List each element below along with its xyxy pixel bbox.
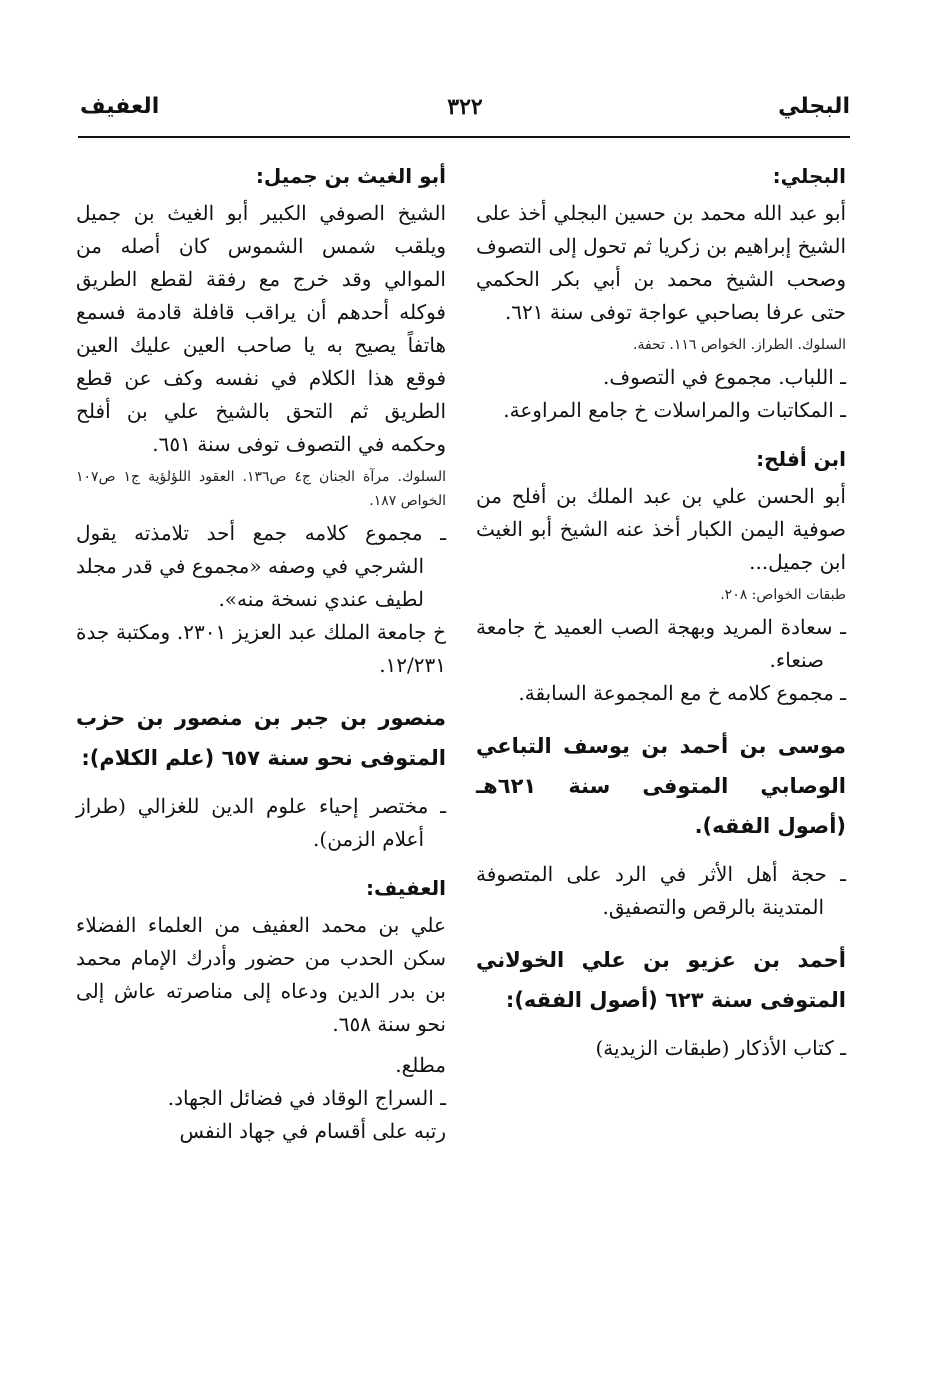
header-right-title: البجلي <box>778 94 850 119</box>
work-description: رتبه على أقسام في جهاد النفس <box>179 1119 446 1143</box>
left-column <box>76 160 446 1148</box>
entry-heading: أحمد بن عزيو بن علي الخولاني المتوفى سنة ٦٢٣ (أصول الفقه): <box>476 948 846 1012</box>
header-rule <box>78 136 850 138</box>
work-item: ـ مجموع كلامه جمع أحد تلامذته يقول الشرجي في وصفه «مجموع في قدر مجلد لطيف عندي نسخة منه». <box>76 521 446 611</box>
work-item: ـ مجموع كلامه خ مع المجموعة السابقة. <box>518 681 846 705</box>
entry-biography: أبو عبد الله محمد بن حسين البجلي أخذ على الشيخ إبراهيم بن زكريا ثم تحول إلى التصوف وصحب الشيخ محمد بن أبي بكر الحكمي حتى عرفا بصاحبي عواجة توفى سنة ٦٢١. <box>476 201 846 324</box>
running-header <box>80 88 850 128</box>
work-item: ـ سعادة المريد وبهجة الصب العميد خ جامعة صنعاء. <box>476 615 846 672</box>
work-item: ـ السراج الوقاد في فضائل الجهاد. <box>167 1086 446 1110</box>
entry-biography: الشيخ الصوفي الكبير أبو الغيث بن جميل ويلقب شمس الشموس كان أصله من الموالي وقد خرج مع رفقة لقطع الطريق فوكله أحدهم أن يراقب قافلة قادمة فسمع هاتفاً يصيح به يا صاحب العين عليك العين فوقع هذا الكلام في نفسه وكف عن قطع الطريق ثم التحق بالشيخ علي بن أفلح وحكمه في التصوف توفى سنة ٦٥١. <box>76 201 446 456</box>
manuscript-location: خ جامعة الملك عبد العزيز ٢٣٠١. ومكتبة جدة ١٢/٢٣١. <box>76 620 446 677</box>
entry-heading: ابن أفلح: <box>756 447 846 471</box>
entry-heading: أبو الغيث بن جميل: <box>255 164 446 188</box>
page-number: ٣٢٢ <box>447 94 483 120</box>
work-item: ـ اللباب. مجموع في التصوف. <box>602 365 846 389</box>
right-column <box>476 160 846 1065</box>
entry-sources: السلوك. مرآة الجنان ج٤ ص١٣٦. العقود اللؤلؤية ج١ ص١٠٧ الخواص ١٨٧. <box>76 469 446 509</box>
entry-biography: علي بن محمد العفيف من العلماء الفضلاء سكن الحدب من حضور وأدرك الإمام محمد بن بدر الدين ودعاه إلى مناصرته عاش إلى نحو سنة ٦٥٨. <box>76 913 446 1036</box>
work-item: ـ حجة أهل الأثر في الرد على المتصوفة المتدينة بالرقص والتصفيق. <box>476 862 846 919</box>
entry-heading: البجلي: <box>772 164 846 188</box>
entry-heading: العفيف: <box>365 876 446 900</box>
entry-note: مطلع. <box>395 1053 446 1077</box>
entry-sources: طبقات الخواص: ٢٠٨. <box>720 587 846 603</box>
entry-heading: منصور بن جبر بن منصور بن حزب المتوفى نحو سنة ٦٥٧ (علم الكلام): <box>76 706 446 770</box>
entry-biography: أبو الحسن علي بن عبد الملك بن أفلح من صوفية اليمن الكبار أخذ عنه الشيخ أبو الغيث ابن جميل... <box>476 484 846 574</box>
entry-heading: موسى بن أحمد بن يوسف التباعي الوصابي المتوفى سنة ٦٢١هـ (أصول الفقه). <box>476 734 846 838</box>
work-item: ـ كتاب الأذكار (طبقات الزيدية) <box>595 1036 846 1060</box>
work-item: ـ المكاتبات والمراسلات خ جامع المراوعة. <box>503 398 846 422</box>
work-item: ـ مختصر إحياء علوم الدين للغزالي (طراز أعلام الزمن). <box>76 794 446 851</box>
entry-sources: السلوك. الطراز. الخواص ١١٦. تحفة. <box>633 337 846 353</box>
header-left-title: العفيف <box>80 94 160 119</box>
